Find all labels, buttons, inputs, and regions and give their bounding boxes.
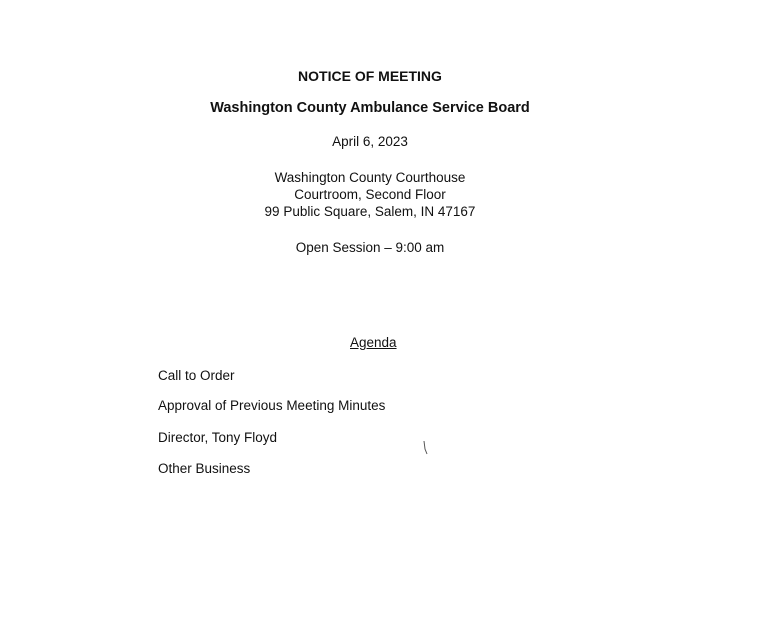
stray-pen-mark xyxy=(423,440,429,456)
board-name: Washington County Ambulance Service Board xyxy=(210,100,530,116)
notice-title: NOTICE OF MEETING xyxy=(298,68,442,84)
agenda-item-director-report: Director, Tony Floyd xyxy=(158,430,278,445)
meeting-location xyxy=(0,169,740,220)
location-room: Courtroom, Second Floor xyxy=(294,187,446,202)
session-time: Open Session – 9:00 am xyxy=(295,240,445,255)
location-address: 99 Public Square, Salem, IN 47167 xyxy=(264,204,476,219)
meeting-date: April 6, 2023 xyxy=(332,134,408,149)
location-building: Washington County Courthouse xyxy=(274,170,466,185)
agenda-heading: Agenda xyxy=(350,335,397,350)
agenda-item-other-business: Other Business xyxy=(158,461,251,476)
agenda-item-approval-of-minutes: Approval of Previous Meeting Minutes xyxy=(158,398,386,413)
agenda-item-call-to-order: Call to Order xyxy=(158,368,235,383)
